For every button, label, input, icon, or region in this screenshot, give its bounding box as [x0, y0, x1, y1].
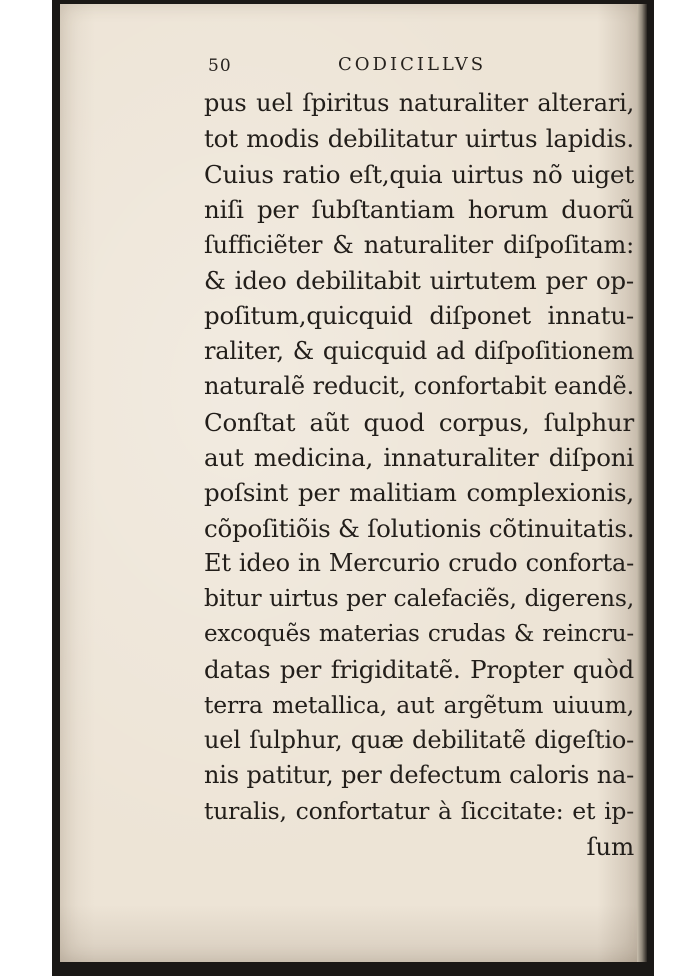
text-line: datas per frigiditatẽ. Propter quòd — [204, 655, 634, 685]
text-line: & ideo debilitabit uirtutem per op- — [204, 265, 634, 295]
catchword: ſum — [586, 832, 634, 862]
text-line: niſi per ſubſtantiam horum duorũ — [204, 195, 634, 225]
page-header — [208, 54, 538, 80]
running-head: CODICILLVS — [338, 54, 487, 75]
text-line: turalis, confortatur à ſiccitate: et ip- — [204, 796, 634, 825]
text-line: aut medicina, innaturaliter diſponi — [204, 442, 634, 472]
text-line: Et ideo in Mercurio crudo conforta- — [204, 549, 634, 578]
text-line: nis patitur, per defectum caloris na- — [204, 761, 634, 790]
page-number: 50 — [208, 56, 232, 76]
text-line: tot modis debilitatur uirtus lapidis. — [204, 124, 634, 154]
text-line: Cuius ratio eſt,quia uirtus nõ uiget — [204, 159, 634, 189]
text-line: bitur uirtus per calefaciẽs, digerens, — [204, 584, 634, 613]
text-line: pus uel ſpiritus naturaliter alterari, — [204, 89, 634, 117]
text-line: poſitum,quicquid diſponet innatu- — [204, 301, 634, 331]
text-line: uel ſulphur, quæ debilitatẽ digeſtio- — [204, 726, 634, 755]
text-line: terra metallica, aut argẽtum uiuum, — [204, 690, 634, 719]
body-text — [204, 86, 634, 865]
page-edge-shadow — [637, 4, 647, 962]
text-line: raliter, & quicquid ad diſpoſitionem — [204, 336, 634, 365]
text-line: cõpoſitiõis & ſolutionis cõtinuitatis. — [204, 513, 635, 543]
text-line: poſsint per malitiam complexionis, — [204, 478, 634, 508]
text-line: ſufficiẽter & naturaliter diſpoſitam: — [204, 230, 634, 259]
text-line: Conſtat aũt quod corpus, ſulphur — [204, 407, 634, 437]
text-line: naturalẽ reducit, confortabit eandẽ. — [204, 372, 634, 401]
text-line: excoquẽs materias crudas & reincru- — [204, 620, 634, 647]
